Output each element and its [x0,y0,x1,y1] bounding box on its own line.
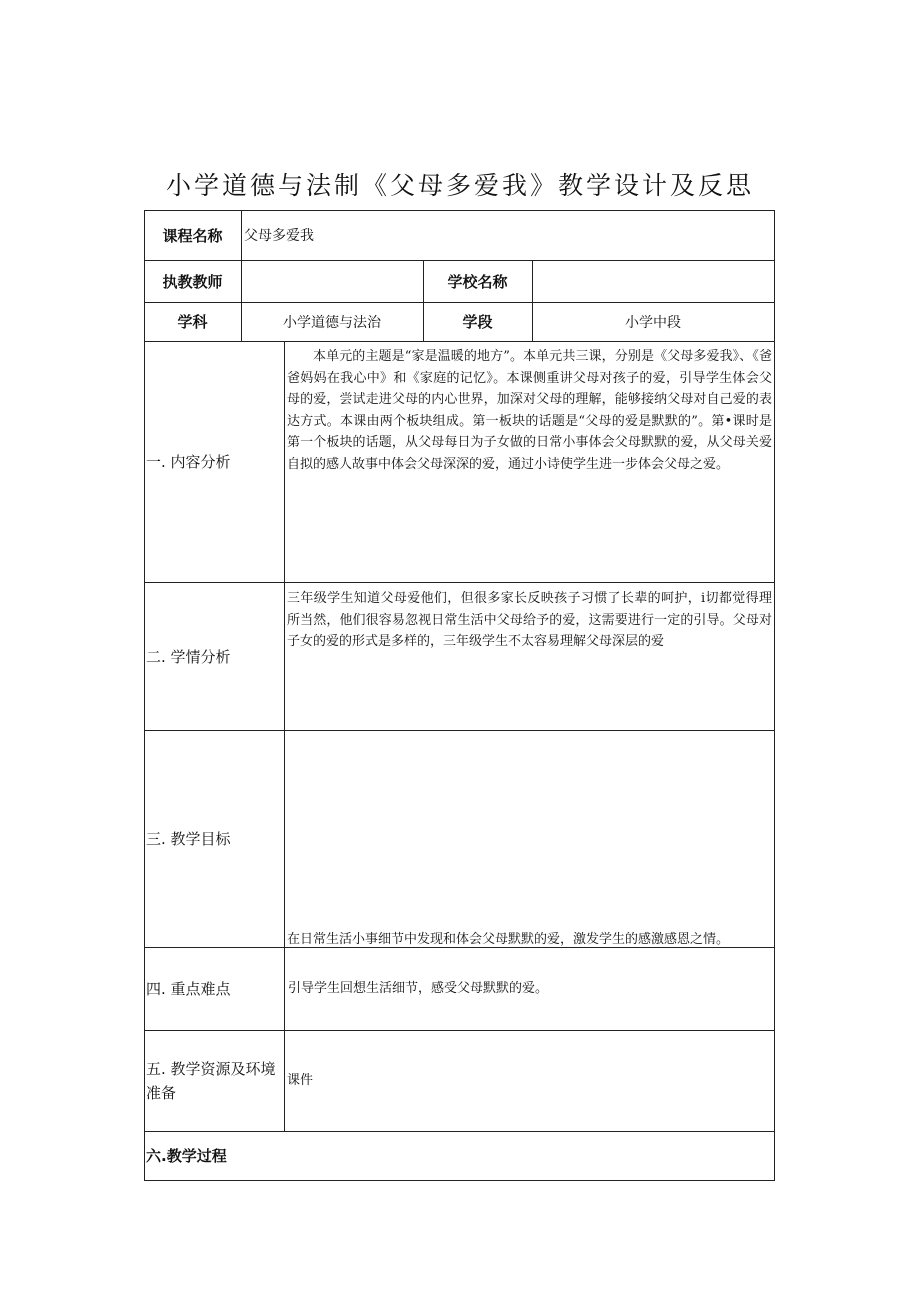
table-border-bottom [144,1180,775,1181]
document-title: 小学道德与法制《父母多爱我》教学设计及反思 [165,171,754,200]
key-points-label: 四. 重点难点 [146,980,231,998]
table-border-right [774,210,775,1180]
resources-text: 课件 [287,1072,314,1088]
teaching-goals-text: 在日常生活小事细节中发现和体会父母默默的爱，激发学生的感激感恩之情。 [287,932,730,947]
school-value [532,260,774,302]
stage-value: 小学中段 [625,314,681,331]
resources-label: 五. 教学资源及环境准备 [146,1059,276,1102]
teacher-label: 执教教师 [162,272,223,291]
subject-value: 小学道德与法治 [283,314,381,331]
table-border-left [144,210,145,1180]
learner-analysis-text: 三年级学生知道父母爱他们，但很多家长反映孩子习惯了长辈的呵护，i切都觉得理所当然，他们很容易忽视日常生活中父母给予的爱，这需要进行一定的引导。父母对子女的爱的形式是多样的，三年级学生不太容易理解父母深层的爱 [287,591,772,649]
course-name-label: 课程名称 [162,226,223,245]
course-name-value: 父母多爱我 [244,228,314,244]
subject-label: 学科 [177,313,208,331]
teacher-value [241,260,423,302]
learner-analysis-label: 二. 学情分析 [146,647,231,666]
school-label: 学校名称 [447,272,508,291]
teaching-process-label: 六.教学过程 [146,1147,227,1165]
key-points-text: 引导学生回想生活细节，感受父母默默的爱。 [288,980,549,996]
stage-label: 学段 [462,313,493,331]
teaching-goals-label: 三. 教学目标 [146,830,231,848]
content-analysis-text: 本单元的主题是“家是温暖的地方”。本单元共三课，分别是《父母多爱我》、《爸爸妈妈在我心中》和《家庭的记忆》。本课侧重讲父母对孩子的爱，引导学生体会父母的爱，尝试走进父母的内心世界，加深对父母的理解，能够接纳父母对自己爱的表达方式。本课由两个板块组成。第一板块的话题是“父母的爱是默默的”。第•课时是第一个板块的话题，从父母每日为子女做的日常小事体会父母默默的爱，从父母关爱自拟的感人故事中体会父母深深的爱，通过小诗使学生进一步体会父母之爱。 [287,349,772,472]
content-analysis-label: 一. 内容分析 [146,453,231,471]
